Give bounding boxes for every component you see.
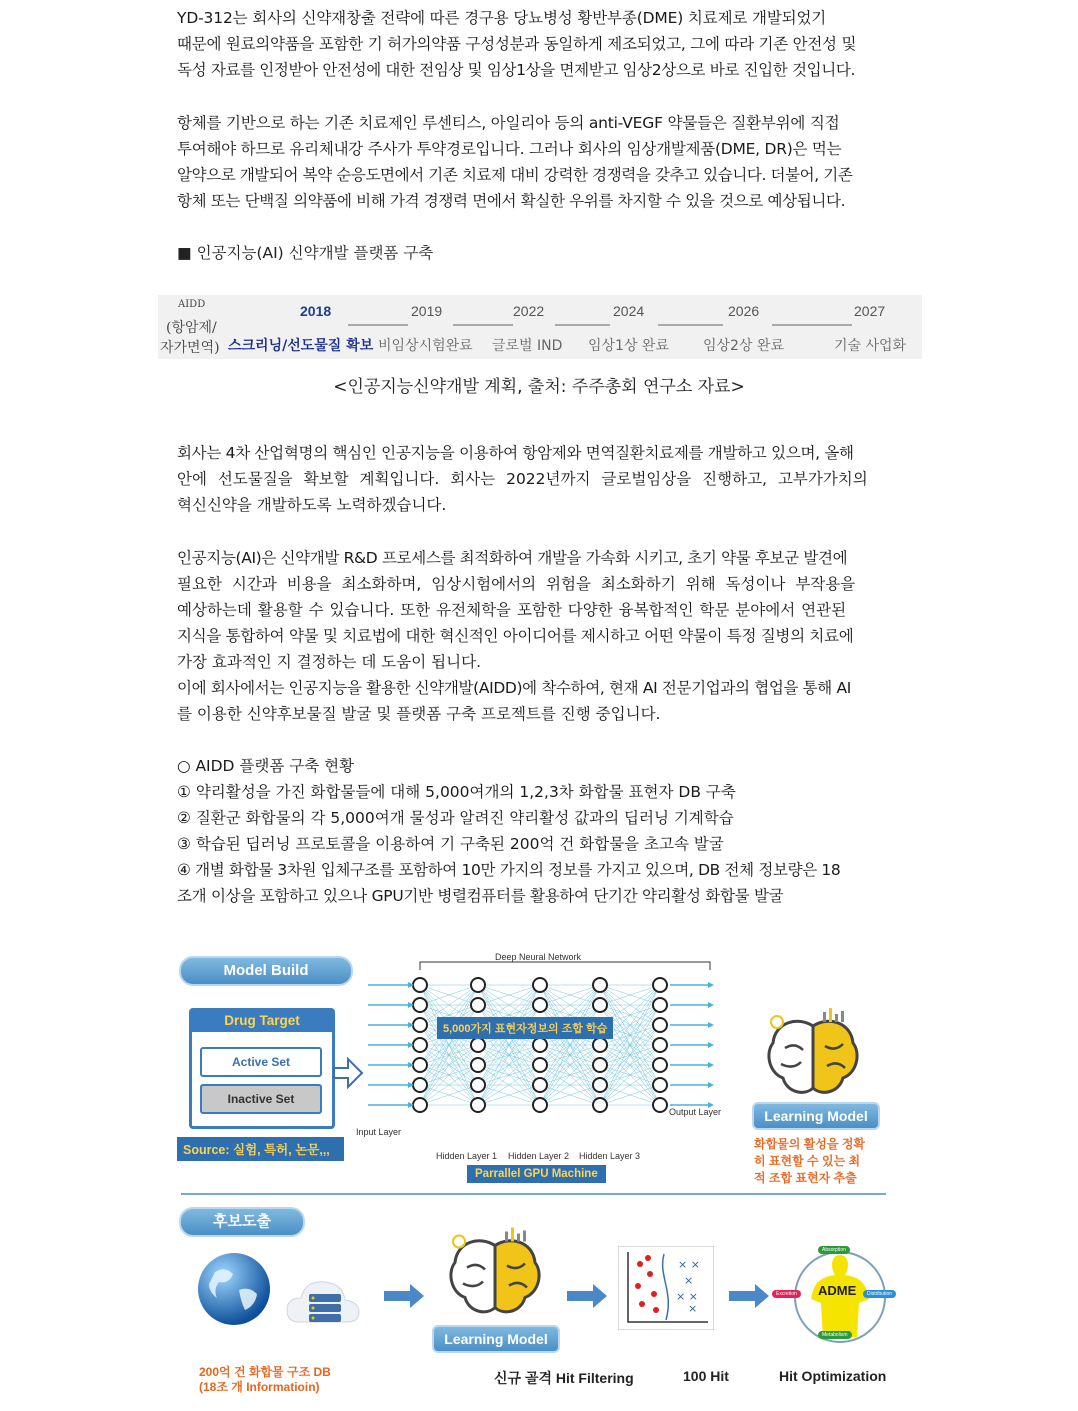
nn-output-arrowhead	[708, 1022, 714, 1028]
hidden-layer-1-label: Hidden Layer 1	[436, 1151, 498, 1161]
text-line: 투여해야 하므로 유리체내강 주사가 투약경로입니다. 그러나 회사의 임상개발제품(DME, DR)은 먹는	[177, 140, 842, 158]
nn-node	[653, 1098, 667, 1112]
nn-node	[471, 1078, 485, 1092]
nn-node	[413, 1018, 427, 1032]
gpu-machine-label: Parrallel GPU Machine	[467, 1165, 606, 1183]
list-item: ① 약리활성을 가진 화합물들에 대해 5,000여개의 1,2,3차 화합물 표현자 DB 구축	[177, 783, 736, 801]
paragraph-company-plan	[177, 440, 909, 518]
nn-node	[533, 1098, 547, 1112]
hit-optimization-label: Hit Optimization	[779, 1368, 887, 1384]
timeline-left-line1: (항암제/	[166, 320, 217, 336]
desc-line: 화합물의 활성을 정확	[754, 1137, 865, 1151]
hidden-layer-2-label: Hidden Layer 2	[508, 1151, 570, 1161]
nn-node	[593, 978, 607, 992]
text-line: 때문에 원료의약품을 포함한 기 허가의약품 구성성분과 동일하게 제조되었고, 그에 따라 기존 안전성 및	[177, 35, 857, 53]
nn-node	[593, 998, 607, 1012]
arrow-icon	[565, 1282, 611, 1310]
timeline-aidd: AIDD	[178, 299, 206, 310]
text-line: 를 이용한 신약후보물질 발굴 및 플랫폼 구축 프로젝트를 진행 중입니다.	[177, 705, 661, 723]
text-line: 회사는 4차 산업혁명의 핵심인 인공지능을 이용하여 항암제와 면역질환치료제를 개발하고 있으며, 올해	[177, 444, 854, 462]
nn-node	[471, 998, 485, 1012]
drug-target-title: Drug Target	[192, 1010, 332, 1032]
text-line: 예상하는데 활용할 수 있습니다. 또한 유전체학을 포함한 다양한 융복합적인 학문 분야에서 연관된	[177, 601, 847, 619]
timeline-year: 2024	[613, 303, 645, 319]
paragraph-anti-vegf	[177, 110, 909, 214]
database-server-icon	[285, 1272, 365, 1342]
timeline-arrow	[348, 324, 408, 326]
text-line: 필요한 시간과 비용을 최소화하며, 임상시험에서의 위험을 최소화하기 위해 독성이나 부작용을	[177, 575, 856, 593]
nn-node	[471, 1038, 485, 1052]
nn-node	[653, 978, 667, 992]
text-line: 인공지능(AI)은 신약개발 R&D 프로세스를 최적화하여 개발을 가속화 시키고, 초기 약물 후보군 발견에	[177, 549, 848, 567]
active-set-box: Active Set	[200, 1047, 322, 1077]
nn-node	[593, 1098, 607, 1112]
globe-icon	[195, 1250, 273, 1328]
text-line: 가장 효과적인 지 결정하는 데 도움이 됩니다.	[177, 653, 482, 671]
paragraph-ai-benefits	[177, 545, 909, 727]
text-line: 항체 또는 단백질 의약품에 비해 가격 경쟁력 면에서 확실한 우위를 차지할 수 있을 것으로 예상됩니다.	[177, 192, 846, 210]
timeline-caption: <인공지능신약개발 계획, 출처: 주주총회 연구소 자료>	[333, 377, 745, 397]
deep-nn-label: Deep Neural Network	[495, 952, 582, 962]
nn-node	[413, 1098, 427, 1112]
nn-node	[533, 1078, 547, 1092]
input-layer-label: Input Layer	[356, 1127, 402, 1137]
text-line: 항체를 기반으로 하는 기존 치료제인 루센티스, 아일리아 등의 anti-VEGF 약물들은 질환부위에 직접	[177, 114, 840, 132]
section-heading-ai: ■ 인공지능(AI) 신약개발 플랫폼 구축	[177, 244, 434, 262]
list-item: 조개 이상을 포함하고 있으나 GPU기반 병렬컴퓨터를 활용하여 단기간 약리활성 화합물 발굴	[177, 887, 784, 905]
brain-icon	[445, 1225, 545, 1325]
nn-output-arrowhead	[708, 1062, 714, 1068]
svg-text:×: ×	[688, 1302, 698, 1315]
nn-node	[593, 1058, 607, 1072]
timeline-left-label	[158, 295, 224, 359]
nn-node	[533, 1038, 547, 1052]
arrow-icon	[727, 1282, 773, 1310]
hit-filter-scatter-icon	[618, 1246, 714, 1330]
nn-output-arrowhead	[708, 1082, 714, 1088]
list-item: ④ 개별 화합물 3차원 입체구조를 포함하여 10만 가지의 정보를 가지고 있으며, DB 전체 정보량은 18	[177, 861, 841, 879]
text-line: 안에 선도물질을 확보할 계획입니다. 회사는 2022년까지 글로벌임상을 진행하고, 고부가가치의	[177, 470, 868, 488]
timeline-year: 2022	[513, 303, 545, 319]
source-label: Source: 실험, 특허, 논문,,,	[177, 1137, 344, 1161]
nn-output-arrowhead	[708, 982, 714, 988]
list-item: ② 질환군 화합물의 각 5,000여개 물성과 알려진 약리활성 값과의 딥러닝 기계학습	[177, 809, 734, 827]
hidden-layer-3-label: Hidden Layer 3	[579, 1151, 641, 1161]
nn-node	[653, 1038, 667, 1052]
learning-model-pill-2: Learning Model	[432, 1325, 560, 1353]
text-line: 알약으로 개발되어 복약 순응도면에서 기존 치료제 대비 강력한 경쟁력을 갖추고 있습니다. 더불어, 기존	[177, 166, 853, 184]
timeline-stage: 기술 사업화	[834, 338, 907, 354]
text-line: 지식을 통합하여 약물 및 치료법에 대한 혁신적인 아이디어를 제시하고 어떤 약물이 특정 질병의 치료에	[177, 627, 854, 645]
timeline-year: 2026	[728, 303, 760, 319]
timeline-stage: 글로벌 IND	[492, 338, 563, 354]
nn-node	[653, 1018, 667, 1032]
text-line: 독성 자료를 인정받아 안전성에 대한 전임상 및 임상1상을 면제받고 임상2상으로 바로 진입한 것입니다.	[177, 61, 856, 79]
adme-absorption: Absorption	[818, 1246, 850, 1254]
nn-node	[413, 1038, 427, 1052]
nn-node	[533, 1058, 547, 1072]
diagram-divider	[181, 1193, 886, 1195]
text-line: 혁신신약을 개발하도록 노력하겠습니다.	[177, 496, 447, 514]
nn-node	[413, 998, 427, 1012]
text-line: YD-312는 회사의 신약재창출 전략에 따른 경구용 당뇨병성 황반부종(DME) 치료제로 개발되었기	[177, 9, 827, 27]
nn-node	[471, 1098, 485, 1112]
hit-100-label: 100 Hit	[683, 1368, 729, 1384]
adme-distribution: Distribution	[863, 1290, 896, 1298]
nn-node	[471, 978, 485, 992]
list-item: ③ 학습된 딥러닝 프로토콜을 이용하여 기 구축된 200억 건 화합물을 초고속 발굴	[177, 835, 724, 853]
svg-text:× ×: × ×	[676, 1290, 698, 1303]
timeline-year: 2019	[411, 303, 443, 319]
combo-learning-label: 5,000가지 표현자정보의 조합 학습	[437, 1017, 613, 1039]
timeline-arrow	[658, 324, 723, 326]
nn-node	[413, 1078, 427, 1092]
drug-target-box	[189, 1008, 335, 1129]
hit-filtering-label: 신규 골격 Hit Filtering	[494, 1370, 634, 1386]
candidate-derivation-pill: 후보도출	[179, 1207, 305, 1237]
adme-center-label: ADME	[818, 1283, 857, 1298]
timeline-left-line2: 자가면역)	[160, 340, 220, 356]
adme-metabolism: Metabolism	[818, 1331, 852, 1339]
nn-node	[653, 1058, 667, 1072]
output-layer-label: Output Layer	[669, 1107, 722, 1117]
nn-output-arrowhead	[708, 1042, 714, 1048]
nn-node	[653, 998, 667, 1012]
timeline-stage: 비임상시험완료	[378, 338, 473, 354]
timeline-stage: 임상2상 완료	[703, 338, 784, 354]
model-build-pill: Model Build	[179, 956, 353, 986]
db-line: (18조 개 Informatioin)	[199, 1380, 320, 1394]
nn-node	[533, 998, 547, 1012]
aidd-status-list	[177, 753, 909, 909]
arrow-icon	[334, 1059, 362, 1087]
nn-node	[413, 1058, 427, 1072]
timeline-arrow	[453, 324, 513, 326]
nn-node	[593, 1078, 607, 1092]
nn-output-arrowhead	[708, 1002, 714, 1008]
inactive-set-box: Inactive Set	[200, 1084, 322, 1114]
ai-drug-timeline	[158, 295, 922, 359]
timeline-stage: 임상1상 완료	[588, 338, 669, 354]
desc-line: 적 조합 표현자 추출	[754, 1171, 857, 1185]
neural-network-graphic	[330, 940, 750, 1150]
list-title: ○ AIDD 플랫폼 구축 현황	[177, 757, 355, 775]
learning-model-description	[754, 1136, 865, 1187]
adme-excretion: Excretion	[772, 1290, 801, 1298]
paragraph-yd312	[177, 5, 909, 83]
timeline-year: 2018	[300, 303, 332, 319]
timeline-arrow	[555, 324, 610, 326]
nn-node	[653, 1078, 667, 1092]
svg-text:× ×: × ×	[678, 1258, 700, 1271]
learning-model-pill: Learning Model	[752, 1102, 880, 1130]
timeline-stage: 스크리닝/선도물질 확보	[228, 338, 374, 354]
arrow-icon	[382, 1282, 428, 1310]
db-line: 200억 건 화합물 구조 DB	[199, 1365, 331, 1379]
svg-text:×: ×	[684, 1274, 694, 1287]
desc-line: 히 표현할 수 있는 최	[754, 1154, 861, 1168]
brain-icon	[763, 1008, 863, 1103]
nn-node	[413, 978, 427, 992]
nn-node	[593, 1038, 607, 1052]
text-line: 이에 회사에서는 인공지능을 활용한 신약개발(AIDD)에 착수하여, 현재 AI 전문기업과의 협업을 통해 AI	[177, 679, 851, 697]
nn-node	[533, 978, 547, 992]
nn-node	[471, 1058, 485, 1072]
timeline-year: 2027	[854, 303, 886, 319]
db-description	[199, 1365, 331, 1395]
timeline-arrow	[772, 324, 852, 326]
